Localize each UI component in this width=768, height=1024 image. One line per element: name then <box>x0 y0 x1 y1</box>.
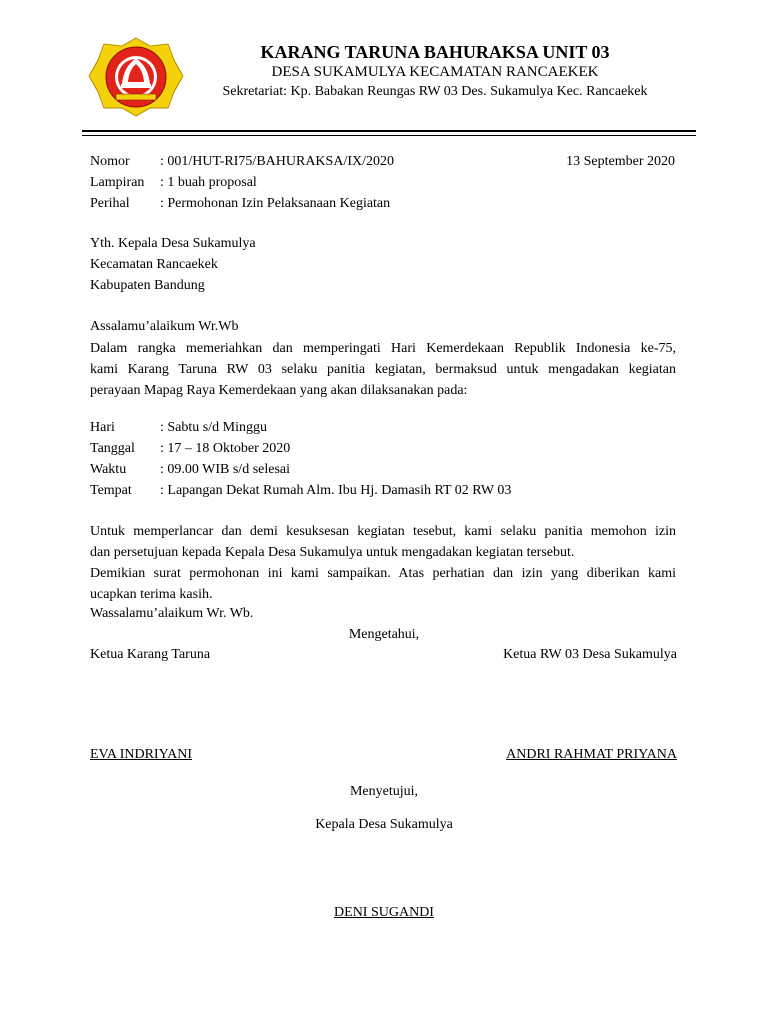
paragraph-line: kami Karang Taruna RW 03 selaku panitia kegiatan, bermaksud untuk mengadakan kegiatan <box>90 362 676 377</box>
paragraph-line: Demikian surat permohonan ini kami sampaikan. Atas perhatian dan izin yang diberikan kami <box>90 566 676 581</box>
recipient-line-1: Yth. Kepala Desa Sukamulya <box>90 236 256 251</box>
paragraph-line: Untuk memperlancar dan demi kesuksesan kegiatan tesebut, kami selaku panitia memohon izin <box>90 524 676 539</box>
mengetahui-label: Mengetahui, <box>348 627 420 642</box>
header-rule-thin <box>82 135 696 136</box>
detail-label: Waktu <box>90 462 127 477</box>
detail-label: Tempat <box>90 483 132 498</box>
right-signer-name: ANDRI RAHMAT PRIYANA <box>506 747 677 762</box>
letter-date: 13 September 2020 <box>566 154 675 169</box>
paragraph-line: perayaan Mapag Raya Kemerdekaan yang akan dilaksanakan pada: <box>90 383 468 398</box>
detail-value: : Lapangan Dekat Rumah Alm. Ibu Hj. Damasih RT 02 RW 03 <box>160 483 512 498</box>
left-signer-title: Ketua Karang Taruna <box>90 647 211 662</box>
paragraph-line: ucapkan terima kasih. <box>90 587 213 602</box>
center-signer-title: Kepala Desa Sukamulya <box>315 817 453 832</box>
paragraph-request <box>90 521 676 605</box>
karang-taruna-logo <box>88 36 184 118</box>
perihal-label: Perihal <box>90 196 130 211</box>
header-rule-thick <box>82 130 696 132</box>
paragraph-intro <box>90 338 676 401</box>
lampiran-label: Lampiran <box>90 175 145 190</box>
detail-value: : 17 – 18 Oktober 2020 <box>160 441 291 456</box>
perihal-value: : Permohonan Izin Pelaksanaan Kegiatan <box>160 196 391 211</box>
nomor-label: Nomor <box>90 154 130 169</box>
recipient-line-3: Kabupaten Bandung <box>90 278 205 293</box>
menyetujui-label: Menyetujui, <box>349 784 419 799</box>
village-line: DESA SUKAMULYA KECAMATAN RANCAEKEK <box>271 64 599 80</box>
org-name: KARANG TARUNA BAHURAKSA UNIT 03 <box>260 42 610 62</box>
detail-label: Hari <box>90 420 115 435</box>
detail-label: Tanggal <box>90 441 135 456</box>
paragraph-line: Dalam rangka memeriahkan dan memperingati Hari Kemerdekaan Republik Indonesia ke-75, <box>90 341 676 356</box>
secretariat-line: Sekretariat: Kp. Babakan Reungas RW 03 Des. Sukamulya Kec. Rancaekek <box>222 84 648 99</box>
recipient-line-2: Kecamatan Rancaekek <box>90 257 218 272</box>
closing: Wassalamu’alaikum Wr. Wb. <box>90 606 254 621</box>
left-signer-name: EVA INDRIYANI <box>90 747 193 762</box>
right-signer-title: Ketua RW 03 Desa Sukamulya <box>503 647 677 662</box>
center-signer-name: DENI SUGANDI <box>334 905 434 920</box>
detail-value: : 09.00 WIB s/d selesai <box>160 462 291 477</box>
detail-value: : Sabtu s/d Minggu <box>160 420 267 435</box>
lampiran-value: : 1 buah proposal <box>160 175 257 190</box>
nomor-value: : 001/HUT-RI75/BAHURAKSA/IX/2020 <box>160 154 394 169</box>
paragraph-line: dan persetujuan kepada Kepala Desa Sukamulya untuk mengadakan kegiatan tersebut. <box>90 545 575 560</box>
greeting: Assalamu’alaikum Wr.Wb <box>90 319 239 334</box>
